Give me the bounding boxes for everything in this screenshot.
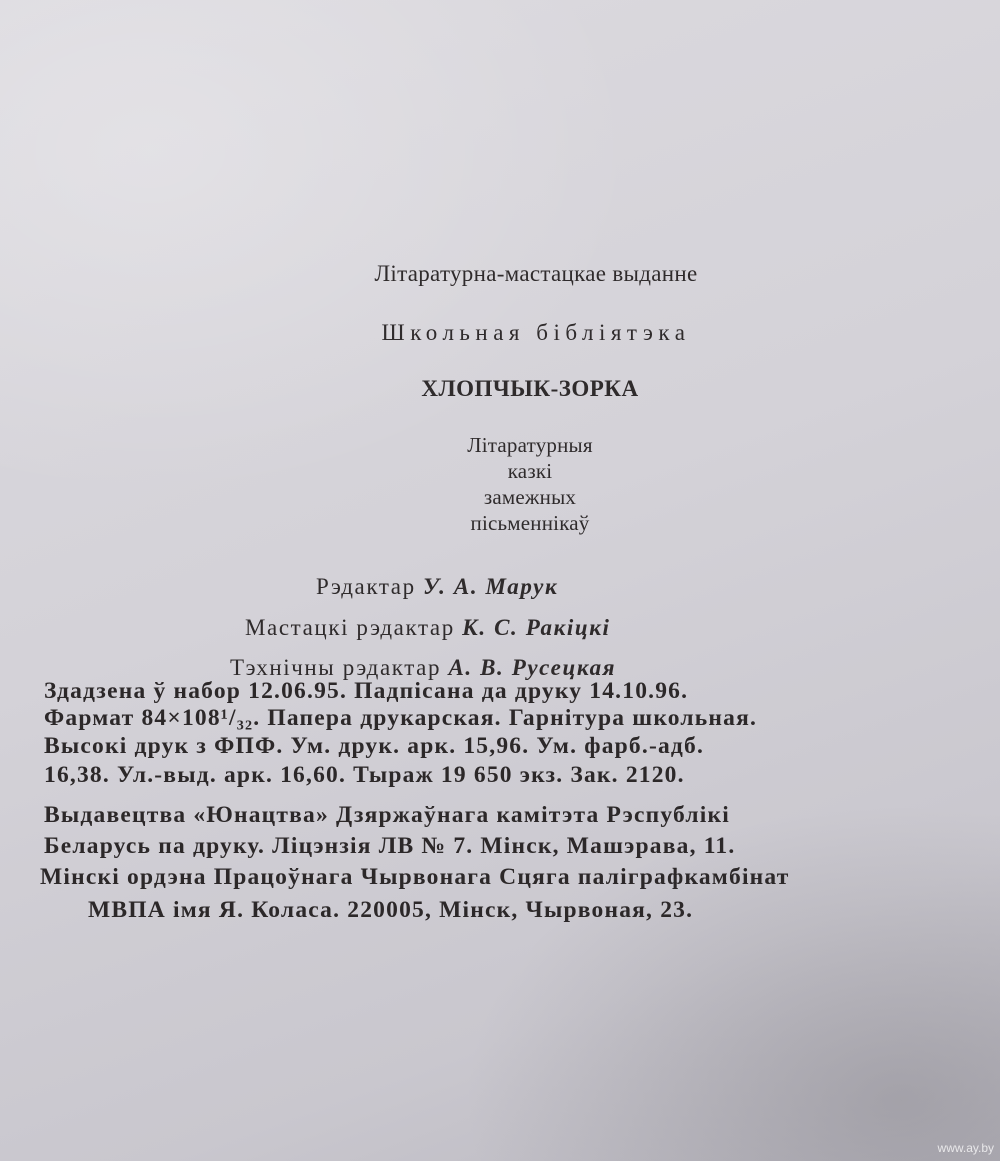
credit-role: Рэдактар xyxy=(316,574,416,599)
subtitle-line: замежных xyxy=(483,485,577,509)
print-details-line: Высокі друк з ФПФ. Ум. друк. арк. 15,96. Ум. фарб.-адб. xyxy=(44,733,705,759)
credit-name: К. С. Ракіцкі xyxy=(462,615,611,640)
credit-role: Тэхнічны рэдактар xyxy=(230,655,442,680)
credit-name: А. В. Русецкая xyxy=(448,655,617,680)
book-title: ХЛОПЧЫК-ЗОРКА xyxy=(421,376,639,401)
subtitle-line: Літаратурныя xyxy=(467,433,593,457)
publisher-line: Мінскі ордэна Працоўнага Чырвонага Сцяга паліграфкамбінат xyxy=(40,864,790,890)
series-name: Школьная бібліятэка xyxy=(381,320,691,345)
print-details-line: 16,38. Ул.-выд. арк. 16,60. Тыраж 19 650 экз. Зак. 2120. xyxy=(44,762,685,788)
site-watermark: www.ay.by xyxy=(937,1141,994,1155)
credit-role: Мастацкі рэдактар xyxy=(245,615,455,640)
credit-art-editor xyxy=(245,616,610,639)
subtitle-line: казкі xyxy=(507,459,553,483)
credit-technical-editor xyxy=(230,656,616,679)
publisher-line: Беларусь па друку. Ліцэнзія ЛВ № 7. Мінск, Машэрава, 11. xyxy=(44,833,736,859)
credit-name: У. А. Марук xyxy=(423,574,559,599)
edition-type: Літаратурна-мастацкае выданне xyxy=(374,261,698,286)
publisher-line: МВПА імя Я. Коласа. 220005, Мінск, Чырвоная, 23. xyxy=(88,897,694,923)
print-details-line: Здадзена ў набор 12.06.95. Падпісана да друку 14.10.96. xyxy=(44,678,689,704)
publisher-line: Выдавецтва «Юнацтва» Дзяржаўнага камітэта Рэспублікі xyxy=(44,802,730,828)
print-details-line: Фармат 84×108¹/₃₂. Папера друкарская. Гарнітура школьная. xyxy=(44,705,758,731)
credit-editor xyxy=(316,575,558,598)
subtitle-line: пісьменнікаў xyxy=(470,511,590,535)
